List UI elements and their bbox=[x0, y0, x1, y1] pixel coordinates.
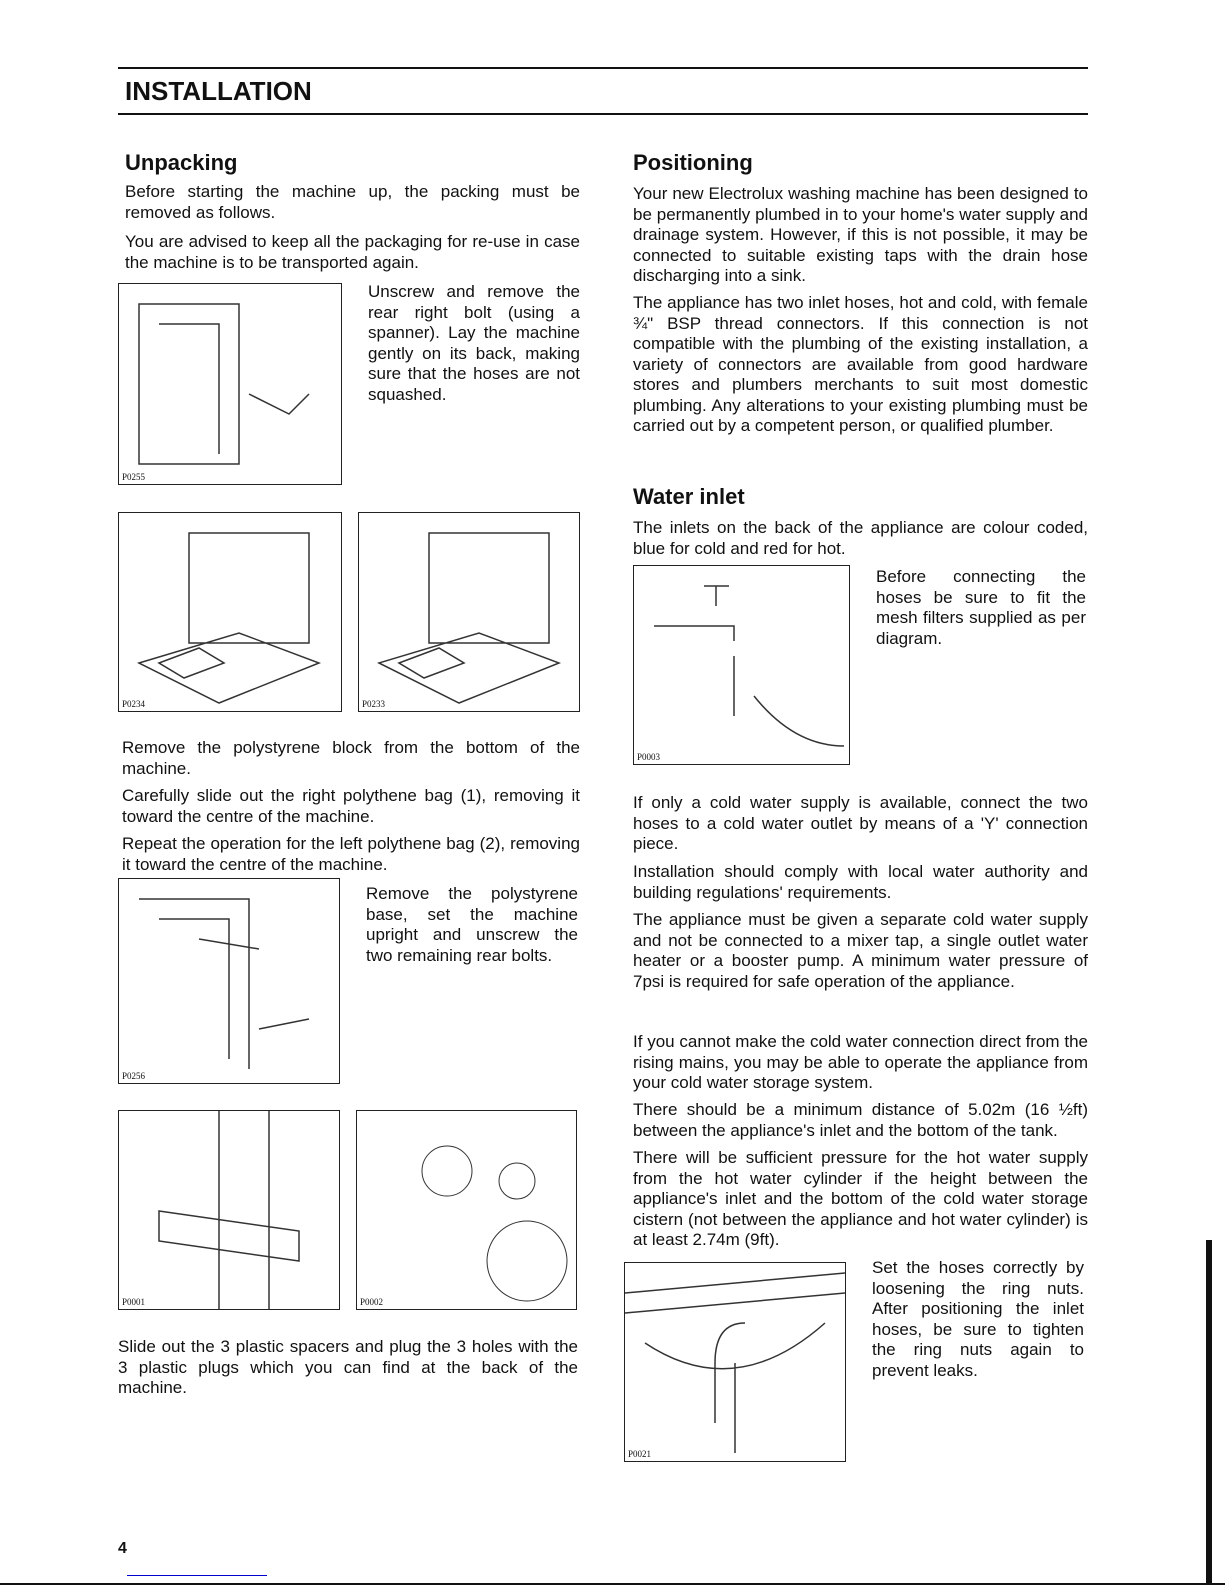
unpacking-para-2: You are advised to keep all the packaging for re-use in case the machine is to be transported again. bbox=[125, 232, 580, 272]
page-number: 4 bbox=[118, 1540, 127, 1557]
unpacking-para-6: Repeat the operation for the left polythene bag (2), removing it toward the centre of the machine. bbox=[122, 834, 580, 874]
figure-code: P0256 bbox=[122, 1071, 146, 1081]
figure-rear-bolts bbox=[118, 878, 340, 1084]
figure-code: P0255 bbox=[122, 472, 146, 482]
figure-polystyrene-block bbox=[118, 512, 342, 712]
unpacking-para-8: Slide out the 3 plastic spacers and plug the 3 holes with the 3 plastic plugs which you can find at the back of the machine. bbox=[118, 1337, 578, 1397]
figure-code: P0234 bbox=[122, 699, 146, 709]
unpacking-para-1: Before starting the machine up, the packing must be removed as follows. bbox=[125, 182, 580, 222]
figure-mesh-filters bbox=[633, 565, 850, 765]
water-inlet-heading: Water inlet bbox=[633, 484, 745, 509]
water-inlet-para-4: Installation should comply with local water authority and building regulations' requirements. bbox=[633, 862, 1088, 902]
water-inlet-para-6: If you cannot make the cold water connection direct from the rising mains, you may be able to operate the appliance from your cold water storage system. bbox=[633, 1032, 1088, 1092]
figure-code: P0002 bbox=[360, 1297, 384, 1307]
title-rule bbox=[118, 113, 1088, 115]
water-inlet-para-5: The appliance must be given a separate cold water supply and not be connected to a mixer tap, a single outlet water heater or a booster pump. A minimum water pressure of 7psi is required for safe operation of the appliance. bbox=[633, 910, 1088, 991]
unpacking-para-7: Remove the polystyrene base, set the machine upright and unscrew the two remaining rear bolts. bbox=[366, 884, 578, 965]
figure-plugs bbox=[356, 1110, 577, 1310]
water-inlet-para-8: There will be sufficient pressure for the hot water supply from the hot water cylinder if the height between the appliance's inlet and the bottom of the cold water storage cistern (not between the appliance and hot water cylinder) is at least 2.74m (9ft). bbox=[633, 1148, 1088, 1249]
water-inlet-para-2: Before connecting the hoses be sure to fit the mesh filters supplied as per diagram. bbox=[876, 567, 1086, 648]
figure-remove-bolt bbox=[118, 283, 342, 485]
water-inlet-para-7: There should be a minimum distance of 5.02m (16 ½ft) between the appliance's inlet and the bottom of the tank. bbox=[633, 1100, 1088, 1140]
positioning-heading: Positioning bbox=[633, 150, 753, 175]
figure-code: P0021 bbox=[628, 1449, 652, 1459]
figure-polythene-bags bbox=[358, 512, 580, 712]
positioning-para-2: The appliance has two inlet hoses, hot and cold, with female ¾" BSP thread connectors. If this connection is not compatible with the plumbing of the existing installation, a variety of connectors are available from good hardware stores and plumbers merchants to suit most domestic plumbing. Any alterations to your existing plumbing must be carried out by a competent person, or qualified plumber. bbox=[633, 293, 1088, 435]
top-rule bbox=[118, 67, 1088, 69]
unpacking-para-4: Remove the polystyrene block from the bottom of the machine. bbox=[122, 738, 580, 778]
figure-code: P0003 bbox=[637, 752, 661, 762]
unpacking-para-5: Carefully slide out the right polythene bag (1), removing it toward the centre of the machine. bbox=[122, 786, 580, 826]
figure-spacers bbox=[118, 1110, 340, 1310]
scan-edge bbox=[1206, 1240, 1212, 1585]
figure-ring-nuts bbox=[624, 1262, 846, 1462]
water-inlet-para-1: The inlets on the back of the appliance are colour coded, blue for cold and red for hot. bbox=[633, 518, 1088, 558]
underline-link bbox=[127, 1575, 267, 1576]
water-inlet-para-9: Set the hoses correctly by loosening the ring nuts. After positioning the inlet hoses, be sure to tighten the ring nuts again to prevent leaks. bbox=[872, 1258, 1084, 1380]
positioning-para-1: Your new Electrolux washing machine has been designed to be permanently plumbed in to your home's water supply and drainage system. However, if this is not possible, it may be connected to suitable existing taps with the drain hose discharging into a sink. bbox=[633, 184, 1088, 285]
unpacking-heading: Unpacking bbox=[125, 150, 238, 175]
water-inlet-para-3: If only a cold water supply is available, connect the two hoses to a cold water outlet by means of a 'Y' connection piece. bbox=[633, 793, 1088, 853]
figure-code: P0001 bbox=[122, 1297, 146, 1307]
figure-code: P0233 bbox=[362, 699, 386, 709]
page-title: INSTALLATION bbox=[125, 76, 312, 106]
unpacking-para-3: Unscrew and remove the rear right bolt (using a spanner). Lay the machine gently on its back, making sure that the hoses are not squashed. bbox=[368, 282, 580, 404]
